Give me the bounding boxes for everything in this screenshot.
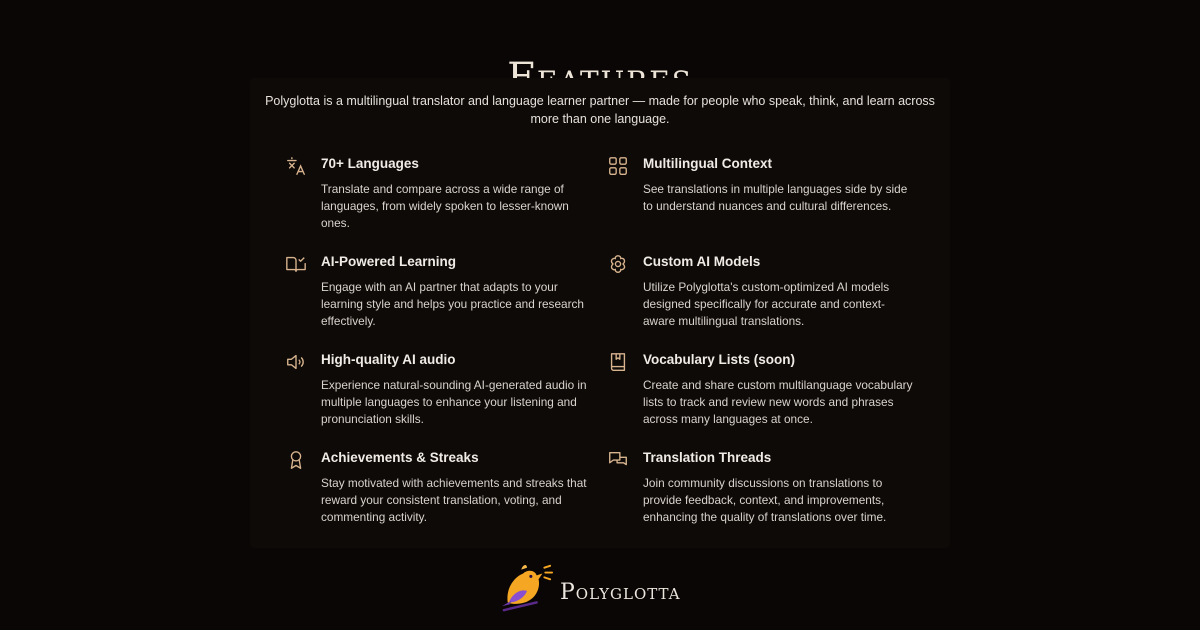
- feature-title: AI-Powered Learning: [321, 254, 457, 269]
- feature-ai-learning: [285, 253, 607, 351]
- feature-description: Experience natural-sounding AI-generated audio in multiple languages to enhance your listening and pronunciation skills.: [321, 378, 587, 426]
- chat-bubbles-icon: [607, 449, 629, 471]
- feature-description: Engage with an AI partner that adapts to your learning style and helps you practice and research effectively.: [321, 280, 584, 328]
- grid-icon: [607, 155, 629, 177]
- award-icon: [285, 449, 307, 471]
- feature-vocabulary-lists: [607, 351, 925, 449]
- feature-ai-audio: [285, 351, 607, 449]
- feature-title: Translation Threads: [643, 450, 772, 465]
- features-grid: [285, 155, 925, 547]
- feature-title: Custom AI Models: [643, 254, 761, 269]
- feature-description: Translate and compare across a wide range of languages, from widely spoken to lesser-known ones.: [321, 182, 569, 230]
- speaker-icon: [285, 351, 307, 373]
- feature-title: Achievements & Streaks: [321, 450, 479, 465]
- feature-title: 70+ Languages: [321, 156, 419, 171]
- feature-languages: [285, 155, 607, 253]
- feature-description: Create and share custom multilanguage vocabulary lists to track and review new words and phrases across many languages at once.: [643, 378, 913, 426]
- translate-icon: [285, 155, 307, 177]
- feature-achievements: [285, 449, 607, 547]
- bookmark-book-icon: [607, 351, 629, 373]
- feature-description: Utilize Polyglotta's custom-optimized AI models designed specifically for accurate and context-aware multilingual translations.: [643, 280, 890, 328]
- feature-custom-models: [607, 253, 925, 351]
- brand-name: Polyglotta: [560, 579, 681, 605]
- feature-description: See translations in multiple languages side by side to understand nuances and cultural differences.: [643, 182, 908, 213]
- brand: [498, 560, 681, 614]
- feature-description: Join community discussions on translations to provide feedback, context, and improvements, enhancing the quality of translations over time.: [643, 476, 887, 524]
- feature-translation-threads: [607, 449, 925, 547]
- feature-multilingual-context: [607, 155, 925, 253]
- feature-description: Stay motivated with achievements and streaks that reward your consistent translation, voting, and commenting activity.: [321, 476, 587, 524]
- book-check-icon: [285, 253, 307, 275]
- feature-title: Multilingual Context: [643, 156, 772, 171]
- singing-bird-logo: [498, 560, 556, 614]
- gear-flower-icon: [607, 253, 629, 275]
- feature-title: Vocabulary Lists (soon): [643, 352, 796, 367]
- feature-title: High-quality AI audio: [321, 352, 456, 367]
- intro-text: Polyglotta is a multilingual translator and language learner partner — made for people who speak, think, and learn across more than one language.: [265, 94, 935, 126]
